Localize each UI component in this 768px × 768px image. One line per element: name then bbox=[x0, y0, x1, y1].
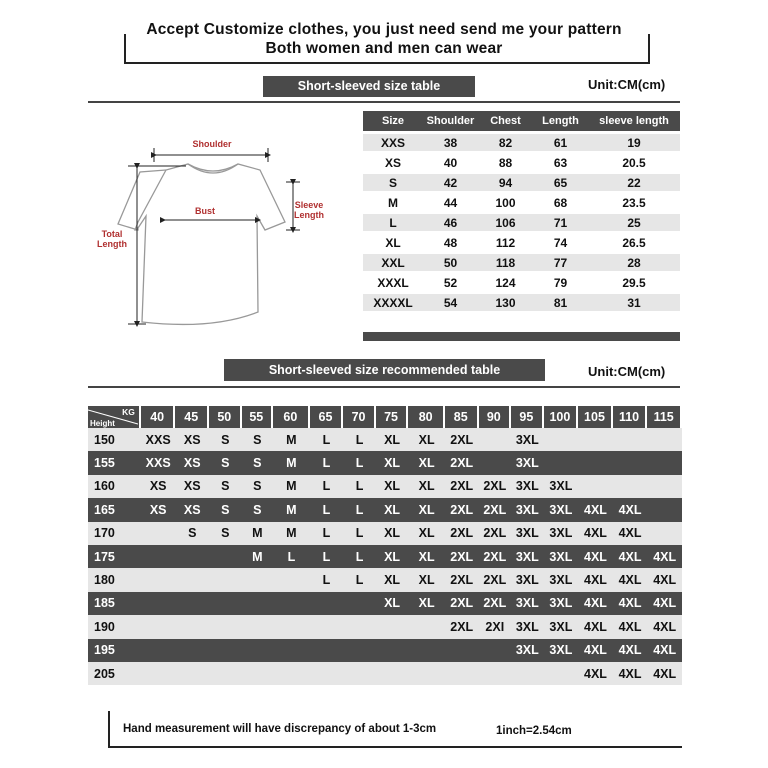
recommend-cell: S bbox=[209, 522, 242, 545]
recommend-cell bbox=[343, 639, 376, 662]
recommend-cell bbox=[209, 568, 242, 591]
recommend-cell bbox=[613, 451, 648, 474]
recommend-cell bbox=[141, 639, 176, 662]
recommend-cell bbox=[141, 522, 176, 545]
recommend-cell: XL bbox=[376, 475, 409, 498]
recommend-cell: 3XL bbox=[511, 615, 544, 638]
size-cell: 130 bbox=[478, 294, 533, 311]
size-cell: 52 bbox=[443, 275, 458, 290]
recommend-table-header bbox=[88, 406, 682, 428]
recommend-cell bbox=[408, 639, 445, 662]
size-cell: 63 bbox=[553, 155, 568, 170]
recommend-cell: L bbox=[310, 475, 344, 498]
recommend-row bbox=[88, 568, 682, 591]
recommend-cell bbox=[310, 639, 344, 662]
recommend-cell: XS bbox=[141, 475, 176, 498]
recommend-cell: XS bbox=[175, 428, 209, 451]
recommend-cell bbox=[647, 498, 682, 521]
header-line-1: Accept Customize clothes, you just need send me your pattern bbox=[146, 21, 622, 38]
header-bracket-bottom bbox=[124, 34, 650, 64]
recommend-cell bbox=[175, 662, 209, 685]
recommend-cell: 3XL bbox=[544, 522, 579, 545]
recommend-row bbox=[88, 592, 682, 615]
recommend-cell: XL bbox=[376, 545, 409, 568]
header-bracket-right bbox=[648, 34, 650, 62]
size-cell: 28 bbox=[588, 254, 680, 271]
size-table-footer-bar bbox=[363, 332, 680, 341]
header-line-2: Both women and men can wear bbox=[265, 40, 503, 57]
recommend-cell: 3XL bbox=[511, 639, 544, 662]
size-row bbox=[363, 294, 680, 311]
size-table bbox=[363, 108, 680, 314]
recommend-cell bbox=[613, 475, 648, 498]
recommend-cell: 4XL bbox=[578, 498, 613, 521]
recommend-cell bbox=[175, 639, 209, 662]
recommend-cell: 4XL bbox=[578, 639, 613, 662]
recommend-cell: 2XL bbox=[445, 522, 479, 545]
recommend-cell bbox=[376, 662, 409, 685]
size-row bbox=[363, 274, 680, 291]
recommend-cell: L bbox=[343, 522, 376, 545]
size-cell: XXS bbox=[363, 134, 423, 151]
size-cell: 19 bbox=[588, 134, 680, 151]
recommend-cell bbox=[376, 639, 409, 662]
recommend-cell: 3XL bbox=[511, 498, 544, 521]
kg-col-12: 100 bbox=[544, 406, 579, 428]
recommend-cell bbox=[647, 451, 682, 474]
recommend-cell: 3XL bbox=[511, 451, 544, 474]
sleeve-length-label-2: Length bbox=[294, 210, 324, 220]
recommend-cell: 2XL bbox=[445, 498, 479, 521]
recommend-cell bbox=[578, 451, 613, 474]
recommend-cell bbox=[242, 615, 274, 638]
recommend-cell bbox=[209, 639, 242, 662]
recommend-cell: 2XL bbox=[445, 451, 479, 474]
corner-kg: KG bbox=[122, 407, 135, 417]
size-cell: 46 bbox=[423, 214, 478, 231]
recommend-cell: 3XL bbox=[544, 592, 579, 615]
corner-cell bbox=[88, 406, 141, 428]
recommend-cell: M bbox=[242, 545, 274, 568]
kg-col-10: 90 bbox=[479, 406, 512, 428]
kg-col-13: 105 bbox=[578, 406, 613, 428]
height-cell: 150 bbox=[88, 428, 141, 451]
size-cell: 50 bbox=[423, 254, 478, 271]
recommend-cell: XXS bbox=[141, 428, 176, 451]
recommend-cell: 4XL bbox=[613, 522, 648, 545]
recommend-cell: S bbox=[242, 428, 274, 451]
recommend-cell bbox=[479, 639, 512, 662]
recommend-cell: 2XL bbox=[445, 428, 479, 451]
recommend-cell bbox=[209, 592, 242, 615]
recommend-cell bbox=[175, 615, 209, 638]
recommend-cell: 2XL bbox=[445, 568, 479, 591]
kg-col-2: 50 bbox=[209, 406, 242, 428]
recommend-cell: XS bbox=[175, 451, 209, 474]
recommend-cell: L bbox=[343, 498, 376, 521]
recommend-cell: S bbox=[209, 498, 242, 521]
recommend-cell: 4XL bbox=[647, 639, 682, 662]
recommend-cell bbox=[141, 592, 176, 615]
recommend-cell: L bbox=[273, 545, 310, 568]
recommend-cell bbox=[408, 662, 445, 685]
size-cell: 68 bbox=[553, 195, 568, 210]
recommend-table bbox=[88, 406, 682, 685]
total-length-label-1: Total bbox=[101, 229, 123, 239]
size-cell: XXL bbox=[363, 254, 423, 271]
recommend-row bbox=[88, 662, 682, 685]
size-cell: XXXXL bbox=[363, 294, 423, 311]
recommend-cell: 4XL bbox=[613, 639, 648, 662]
recommend-cell: S bbox=[175, 522, 209, 545]
recommend-cell: M bbox=[273, 475, 310, 498]
recommend-cell: 2XL bbox=[479, 592, 512, 615]
recommend-cell: M bbox=[273, 522, 310, 545]
recommend-cell bbox=[578, 475, 613, 498]
recommend-cell: L bbox=[310, 522, 344, 545]
recommend-cell: 2XL bbox=[445, 592, 479, 615]
size-cell: 22 bbox=[588, 174, 680, 191]
recommend-cell: 3XL bbox=[511, 592, 544, 615]
recommend-cell: 3XL bbox=[544, 568, 579, 591]
recommend-cell: 4XL bbox=[613, 498, 648, 521]
recommend-row bbox=[88, 545, 682, 568]
recommend-cell: 4XL bbox=[578, 662, 613, 685]
size-cell: 77 bbox=[533, 254, 588, 271]
recommend-cell: L bbox=[343, 428, 376, 451]
recommend-cell: M bbox=[273, 428, 310, 451]
size-cell: 118 bbox=[478, 254, 533, 271]
recommend-cell: L bbox=[310, 451, 344, 474]
recommend-cell: 3XL bbox=[511, 568, 544, 591]
recommend-cell: 4XL bbox=[613, 592, 648, 615]
recommend-cell: 4XL bbox=[647, 592, 682, 615]
kg-col-8: 80 bbox=[408, 406, 445, 428]
kg-col-5: 65 bbox=[310, 406, 344, 428]
recommend-cell bbox=[141, 568, 176, 591]
size-col-1: Shoulder bbox=[423, 111, 478, 131]
size-col-2: Chest bbox=[478, 111, 533, 131]
height-cell: 175 bbox=[88, 545, 141, 568]
recommend-cell: S bbox=[209, 475, 242, 498]
size-cell: 100 bbox=[495, 195, 516, 210]
recommend-cell: 2XL bbox=[479, 475, 512, 498]
recommend-row bbox=[88, 475, 682, 498]
recommend-row bbox=[88, 498, 682, 521]
recommend-cell: 4XL bbox=[613, 615, 648, 638]
size-table-unit: Unit:CM(cm) bbox=[588, 77, 666, 92]
size-table-header bbox=[363, 111, 680, 131]
height-cell: 195 bbox=[88, 639, 141, 662]
recommend-cell bbox=[376, 615, 409, 638]
recommend-cell: 4XL bbox=[578, 615, 613, 638]
recommend-cell bbox=[445, 639, 479, 662]
size-cell: 54 bbox=[423, 294, 478, 311]
recommend-cell: S bbox=[242, 498, 274, 521]
recommend-cell bbox=[544, 451, 579, 474]
size-cell: 94 bbox=[478, 174, 533, 191]
recommend-cell: 2XL bbox=[479, 545, 512, 568]
recommend-cell: XL bbox=[408, 428, 445, 451]
recommend-cell bbox=[141, 545, 176, 568]
recommend-cell bbox=[647, 522, 682, 545]
recommend-table-unit: Unit:CM(cm) bbox=[588, 364, 666, 379]
recommend-cell: S bbox=[242, 475, 274, 498]
size-cell: 79 bbox=[553, 275, 568, 290]
recommend-cell: S bbox=[209, 428, 242, 451]
recommend-cell: 4XL bbox=[647, 615, 682, 638]
recommend-cell: XL bbox=[376, 451, 409, 474]
height-cell: 155 bbox=[88, 451, 141, 474]
recommend-cell bbox=[209, 615, 242, 638]
size-cell: 44 bbox=[443, 195, 458, 210]
recommend-cell bbox=[141, 615, 176, 638]
recommend-cell bbox=[343, 592, 376, 615]
kg-col-14: 110 bbox=[613, 406, 648, 428]
recommend-cell bbox=[242, 662, 274, 685]
size-row bbox=[363, 154, 680, 171]
size-cell: XXXL bbox=[377, 275, 409, 290]
height-cell: 165 bbox=[88, 498, 141, 521]
recommend-cell: M bbox=[242, 522, 274, 545]
size-cell: 48 bbox=[443, 235, 458, 250]
recommend-cell: XL bbox=[376, 428, 409, 451]
recommend-cell bbox=[511, 662, 544, 685]
corner-height: Height bbox=[90, 419, 115, 428]
size-row bbox=[363, 254, 680, 271]
recommend-cell: 3XL bbox=[511, 545, 544, 568]
recommend-cell: XS bbox=[175, 498, 209, 521]
recommend-cell bbox=[310, 615, 344, 638]
recommend-cell bbox=[141, 662, 176, 685]
recommend-cell bbox=[209, 545, 242, 568]
recommend-cell bbox=[175, 568, 209, 591]
footer-inch: 1inch=2.54cm bbox=[496, 725, 572, 737]
recommend-cell: 3XL bbox=[511, 522, 544, 545]
recommend-cell: S bbox=[209, 451, 242, 474]
divider-top bbox=[88, 101, 680, 103]
recommend-cell: 3XL bbox=[544, 639, 579, 662]
recommend-cell: 3XL bbox=[544, 615, 579, 638]
recommend-cell bbox=[273, 568, 310, 591]
recommend-cell: 2XL bbox=[479, 498, 512, 521]
recommend-cell: 4XL bbox=[578, 522, 613, 545]
size-col-0: Size bbox=[363, 111, 423, 131]
recommend-cell: 3XL bbox=[544, 475, 579, 498]
recommend-cell bbox=[613, 428, 648, 451]
total-length-label-2: Length bbox=[97, 239, 127, 249]
size-cell: 82 bbox=[478, 134, 533, 151]
recommend-cell bbox=[578, 428, 613, 451]
recommend-cell: XL bbox=[408, 475, 445, 498]
recommend-cell: S bbox=[242, 451, 274, 474]
size-cell: 112 bbox=[495, 235, 516, 250]
recommend-cell bbox=[647, 475, 682, 498]
recommend-cell: 2XL bbox=[445, 615, 479, 638]
recommend-cell bbox=[647, 428, 682, 451]
recommend-cell: XL bbox=[408, 545, 445, 568]
height-cell: 170 bbox=[88, 522, 141, 545]
recommend-cell bbox=[343, 662, 376, 685]
recommend-cell: XS bbox=[175, 475, 209, 498]
size-cell: 31 bbox=[588, 294, 680, 311]
size-cell: 74 bbox=[553, 235, 568, 250]
recommend-cell bbox=[544, 428, 579, 451]
recommend-cell bbox=[242, 568, 274, 591]
kg-col-4: 60 bbox=[273, 406, 310, 428]
recommend-cell: 4XL bbox=[613, 568, 648, 591]
recommend-cell bbox=[479, 662, 512, 685]
size-cell: 106 bbox=[478, 214, 533, 231]
recommend-cell: XL bbox=[408, 592, 445, 615]
recommend-row bbox=[88, 428, 682, 451]
recommend-cell bbox=[310, 592, 344, 615]
size-cell: 71 bbox=[533, 214, 588, 231]
recommend-cell: L bbox=[310, 498, 344, 521]
recommend-cell: 3XL bbox=[511, 475, 544, 498]
recommend-cell: XL bbox=[376, 522, 409, 545]
footer-note: Hand measurement will have discrepancy of about 1-3cm bbox=[123, 723, 437, 735]
recommend-cell: 4XL bbox=[647, 568, 682, 591]
sleeve-length-label-1: Sleeve bbox=[294, 200, 324, 210]
recommend-cell bbox=[273, 662, 310, 685]
recommend-cell: 3XL bbox=[544, 545, 579, 568]
recommend-cell: 4XL bbox=[613, 662, 648, 685]
kg-col-6: 70 bbox=[343, 406, 376, 428]
recommend-cell: XL bbox=[408, 568, 445, 591]
recommend-cell: 4XL bbox=[578, 592, 613, 615]
recommend-cell bbox=[273, 615, 310, 638]
recommend-cell: 3XL bbox=[511, 428, 544, 451]
recommend-cell: 4XL bbox=[647, 545, 682, 568]
kg-col-3: 55 bbox=[242, 406, 274, 428]
kg-col-9: 85 bbox=[445, 406, 479, 428]
size-cell: 40 bbox=[443, 155, 458, 170]
recommend-row bbox=[88, 639, 682, 662]
recommend-cell bbox=[273, 592, 310, 615]
kg-col-11: 95 bbox=[511, 406, 544, 428]
recommend-cell: L bbox=[343, 475, 376, 498]
size-row bbox=[363, 214, 680, 231]
size-cell: 29.5 bbox=[622, 275, 646, 290]
size-cell: 88 bbox=[498, 155, 513, 170]
recommend-row bbox=[88, 522, 682, 545]
size-cell: XS bbox=[384, 155, 401, 170]
recommend-cell bbox=[343, 615, 376, 638]
size-cell: 20.5 bbox=[622, 155, 646, 170]
size-cell: 25 bbox=[588, 214, 680, 231]
size-cell: 26.5 bbox=[622, 235, 646, 250]
recommend-cell: XL bbox=[408, 498, 445, 521]
size-cell: 23.5 bbox=[622, 195, 646, 210]
recommend-cell: L bbox=[343, 545, 376, 568]
size-row bbox=[363, 234, 680, 251]
recommend-cell bbox=[242, 639, 274, 662]
recommend-cell: XL bbox=[408, 451, 445, 474]
recommend-cell: 4XL bbox=[578, 568, 613, 591]
size-cell: 42 bbox=[423, 174, 478, 191]
size-cell: M bbox=[388, 195, 398, 210]
size-row bbox=[363, 134, 680, 151]
recommend-cell bbox=[479, 451, 512, 474]
height-cell: 185 bbox=[88, 592, 141, 615]
size-col-3: Length bbox=[533, 111, 588, 131]
height-cell: 205 bbox=[88, 662, 141, 685]
recommend-row bbox=[88, 451, 682, 474]
recommend-cell bbox=[445, 662, 479, 685]
recommend-cell: L bbox=[310, 568, 344, 591]
recommend-cell bbox=[242, 592, 274, 615]
recommend-row bbox=[88, 615, 682, 638]
recommend-cell: 4XL bbox=[613, 545, 648, 568]
recommend-cell: M bbox=[273, 498, 310, 521]
recommend-cell: 2XL bbox=[479, 522, 512, 545]
recommend-cell bbox=[310, 662, 344, 685]
kg-col-1: 45 bbox=[175, 406, 209, 428]
recommend-cell: XL bbox=[376, 568, 409, 591]
height-cell: 190 bbox=[88, 615, 141, 638]
height-cell: 160 bbox=[88, 475, 141, 498]
kg-col-0: 40 bbox=[141, 406, 176, 428]
size-cell: XL bbox=[385, 235, 401, 250]
divider-middle bbox=[88, 386, 680, 388]
size-cell: 124 bbox=[495, 275, 516, 290]
recommend-cell: XXS bbox=[141, 451, 176, 474]
recommend-cell bbox=[175, 545, 209, 568]
size-cell: 61 bbox=[533, 134, 588, 151]
size-col-4: sleeve length bbox=[588, 111, 680, 131]
recommend-cell: XL bbox=[376, 592, 409, 615]
size-row bbox=[363, 194, 680, 211]
size-cell: S bbox=[363, 174, 423, 191]
recommend-cell: 2XL bbox=[479, 568, 512, 591]
recommend-cell bbox=[175, 592, 209, 615]
recommend-cell bbox=[544, 662, 579, 685]
recommend-cell: L bbox=[343, 451, 376, 474]
height-cell: 180 bbox=[88, 568, 141, 591]
recommend-cell: 2XL bbox=[445, 545, 479, 568]
bust-label: Bust bbox=[195, 206, 215, 216]
size-row bbox=[363, 174, 680, 191]
size-table-title: Short-sleeved size table bbox=[263, 76, 475, 97]
recommend-cell: L bbox=[310, 545, 344, 568]
recommend-cell: L bbox=[310, 428, 344, 451]
recommend-cell: L bbox=[343, 568, 376, 591]
recommend-cell bbox=[479, 428, 512, 451]
recommend-cell: 4XL bbox=[578, 545, 613, 568]
recommend-cell: 4XL bbox=[647, 662, 682, 685]
size-cell: 38 bbox=[423, 134, 478, 151]
size-cell: 65 bbox=[533, 174, 588, 191]
shoulder-label: Shoulder bbox=[192, 139, 232, 149]
kg-col-15: 115 bbox=[647, 406, 682, 428]
recommend-cell: XL bbox=[408, 522, 445, 545]
size-cell: 81 bbox=[533, 294, 588, 311]
recommend-cell bbox=[273, 639, 310, 662]
recommend-cell bbox=[209, 662, 242, 685]
recommend-cell: 2XL bbox=[445, 475, 479, 498]
recommend-cell: XS bbox=[141, 498, 176, 521]
recommend-cell: M bbox=[273, 451, 310, 474]
recommend-cell: XL bbox=[376, 498, 409, 521]
recommend-table-title: Short-sleeved size recommended table bbox=[224, 359, 545, 381]
kg-col-7: 75 bbox=[376, 406, 409, 428]
recommend-cell: 3XL bbox=[544, 498, 579, 521]
recommend-cell: 2XI bbox=[479, 615, 512, 638]
size-cell: L bbox=[363, 214, 423, 231]
recommend-cell bbox=[408, 615, 445, 638]
